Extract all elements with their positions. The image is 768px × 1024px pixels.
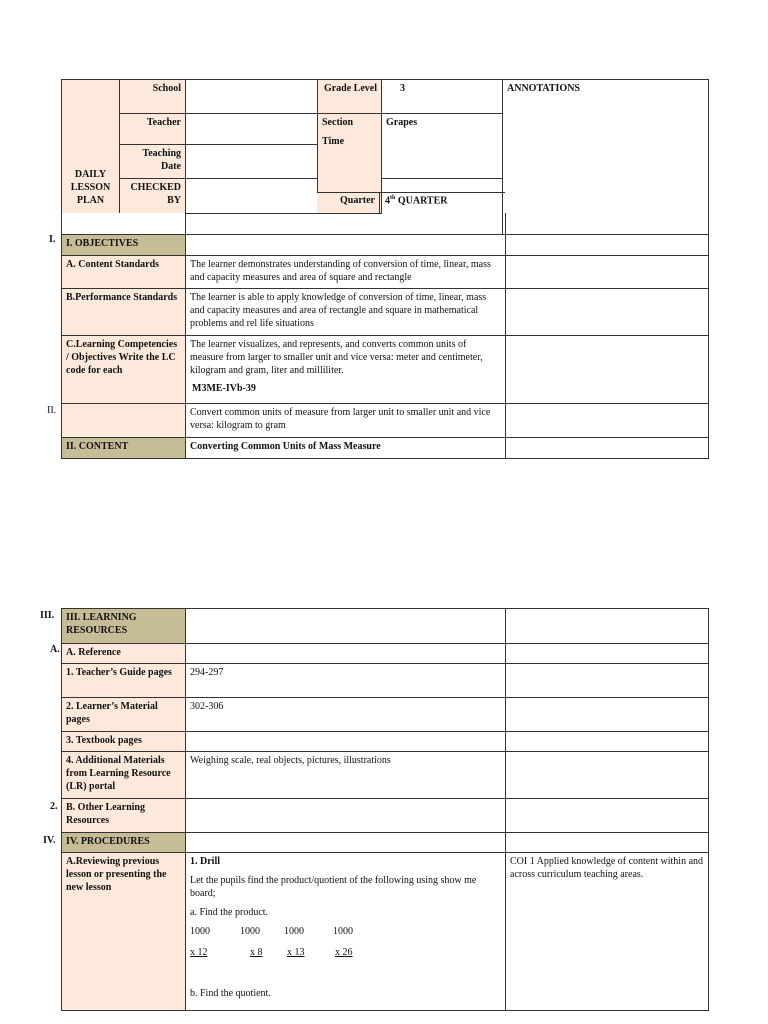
performance-standards-label: B.Performance Standards (62, 288, 186, 335)
objectives-table (61, 213, 709, 459)
competencies-text: The learner visualizes, and represents, and converts common units of measure from larger to smaller unit and vice versa: meter and centimeter, kilogram and gram, liter and milliliter. (190, 338, 483, 376)
multiplicand: 1000 (240, 926, 260, 937)
multiplicand-row (190, 925, 501, 938)
section-marker-2: 2. (50, 801, 58, 812)
textbook-label: 3. Textbook pages (62, 732, 186, 752)
drill-title: 1. Drill (190, 856, 220, 867)
multiplier: x 13 (287, 947, 305, 958)
section-marker-iv: IV. (43, 835, 56, 846)
objectives-title: I. OBJECTIVES (62, 234, 186, 255)
grade-level-value: 3 (382, 80, 503, 114)
reviewing-lesson-label: A.Reviewing previous lesson or presenting the new lesson (62, 853, 186, 1011)
annotations-label: ANNOTATIONS (503, 80, 709, 235)
annotation-coi: COI 1 Applied knowledge of content within and across curriculum teaching areas. (506, 853, 709, 1011)
quarter-row (317, 192, 505, 213)
competencies-cell (186, 335, 506, 403)
checked-by-label: CHECKED BY (120, 179, 186, 214)
school-label: School (120, 80, 186, 114)
teacher-label: Teacher (120, 114, 186, 145)
section-marker-ii: II. (47, 405, 57, 416)
resources-procedures-table (61, 608, 709, 1011)
content-standards-text: The learner demonstrates understanding of conversion of time, linear, mass and capacity measures and area of square and rectangle (186, 255, 506, 288)
teachers-guide-value: 294-297 (186, 664, 506, 698)
additional-materials-label: 4. Additional Materials from Learning Resource (LR) portal (62, 752, 186, 799)
daily-lesson-plan-label: DAILY LESSON PLAN (62, 80, 120, 214)
learning-resources-title: III. LEARNING RESOURCES (62, 609, 186, 644)
drill-cell (186, 853, 506, 1011)
other-resources-label: B. Other Learning Resources (62, 799, 186, 833)
content-label: II. CONTENT (62, 437, 186, 458)
additional-materials-value: Weighing scale, real objects, pictures, illustrations (186, 752, 506, 799)
teacher-value (186, 114, 318, 145)
section-label: Section (322, 117, 354, 128)
checked-by-value (186, 179, 318, 214)
objective-text: Convert common units of measure from larger unit to smaller unit and vice versa: kilogram to gram (186, 403, 506, 437)
quarter-value: 4th QUARTER (385, 195, 448, 207)
content-text: Converting Common Units of Mass Measure (186, 437, 506, 458)
learners-material-value: 302-306 (186, 698, 506, 732)
multiplier-row (190, 946, 501, 959)
section-marker-a: A. (50, 644, 60, 655)
performance-standards-text: The learner is able to apply knowledge of conversion of time, linear, mass and capacity measures and area of rectangle and square in mathematical problems and rel life situations (186, 288, 506, 335)
teaching-date-value (186, 145, 318, 179)
objective-blank-label (62, 403, 186, 437)
part-b-label: b. Find the quotient. (190, 988, 271, 999)
multiplicand: 1000 (190, 926, 210, 937)
multiplier: x 26 (335, 947, 353, 958)
textbook-value (186, 732, 506, 752)
learners-material-label: 2. Learner’s Material pages (62, 698, 186, 732)
content-standards-label: A. Content Standards (62, 255, 186, 288)
section-marker-i: I. (49, 234, 56, 245)
teaching-date-label: Teaching Date (120, 145, 186, 179)
quarter-label: Quarter (317, 193, 380, 213)
multiplier: x 12 (190, 947, 208, 958)
school-value (186, 80, 318, 114)
part-a-label: a. Find the product. (190, 907, 269, 918)
multiplier: x 8 (250, 947, 263, 958)
reference-label: A. Reference (62, 644, 186, 664)
multiplicand: 1000 (284, 926, 304, 937)
teachers-guide-label: 1. Teacher’s Guide pages (62, 664, 186, 698)
grade-level-label: Grade Level (318, 80, 382, 114)
multiplicand: 1000 (333, 926, 353, 937)
other-resources-value (186, 799, 506, 833)
section-marker-iii: III. (40, 610, 55, 621)
procedures-title: IV. PROCEDURES (62, 833, 186, 853)
time-label: Time (322, 136, 345, 147)
drill-instruction: Let the pupils find the product/quotient of the following using show me board; (190, 875, 477, 899)
competencies-label: C.Learning Competencies / Objectives Write the LC code for each (62, 335, 186, 403)
lc-code: M3ME-IVb-39 (192, 382, 256, 394)
section-value: Grapes (382, 114, 503, 179)
